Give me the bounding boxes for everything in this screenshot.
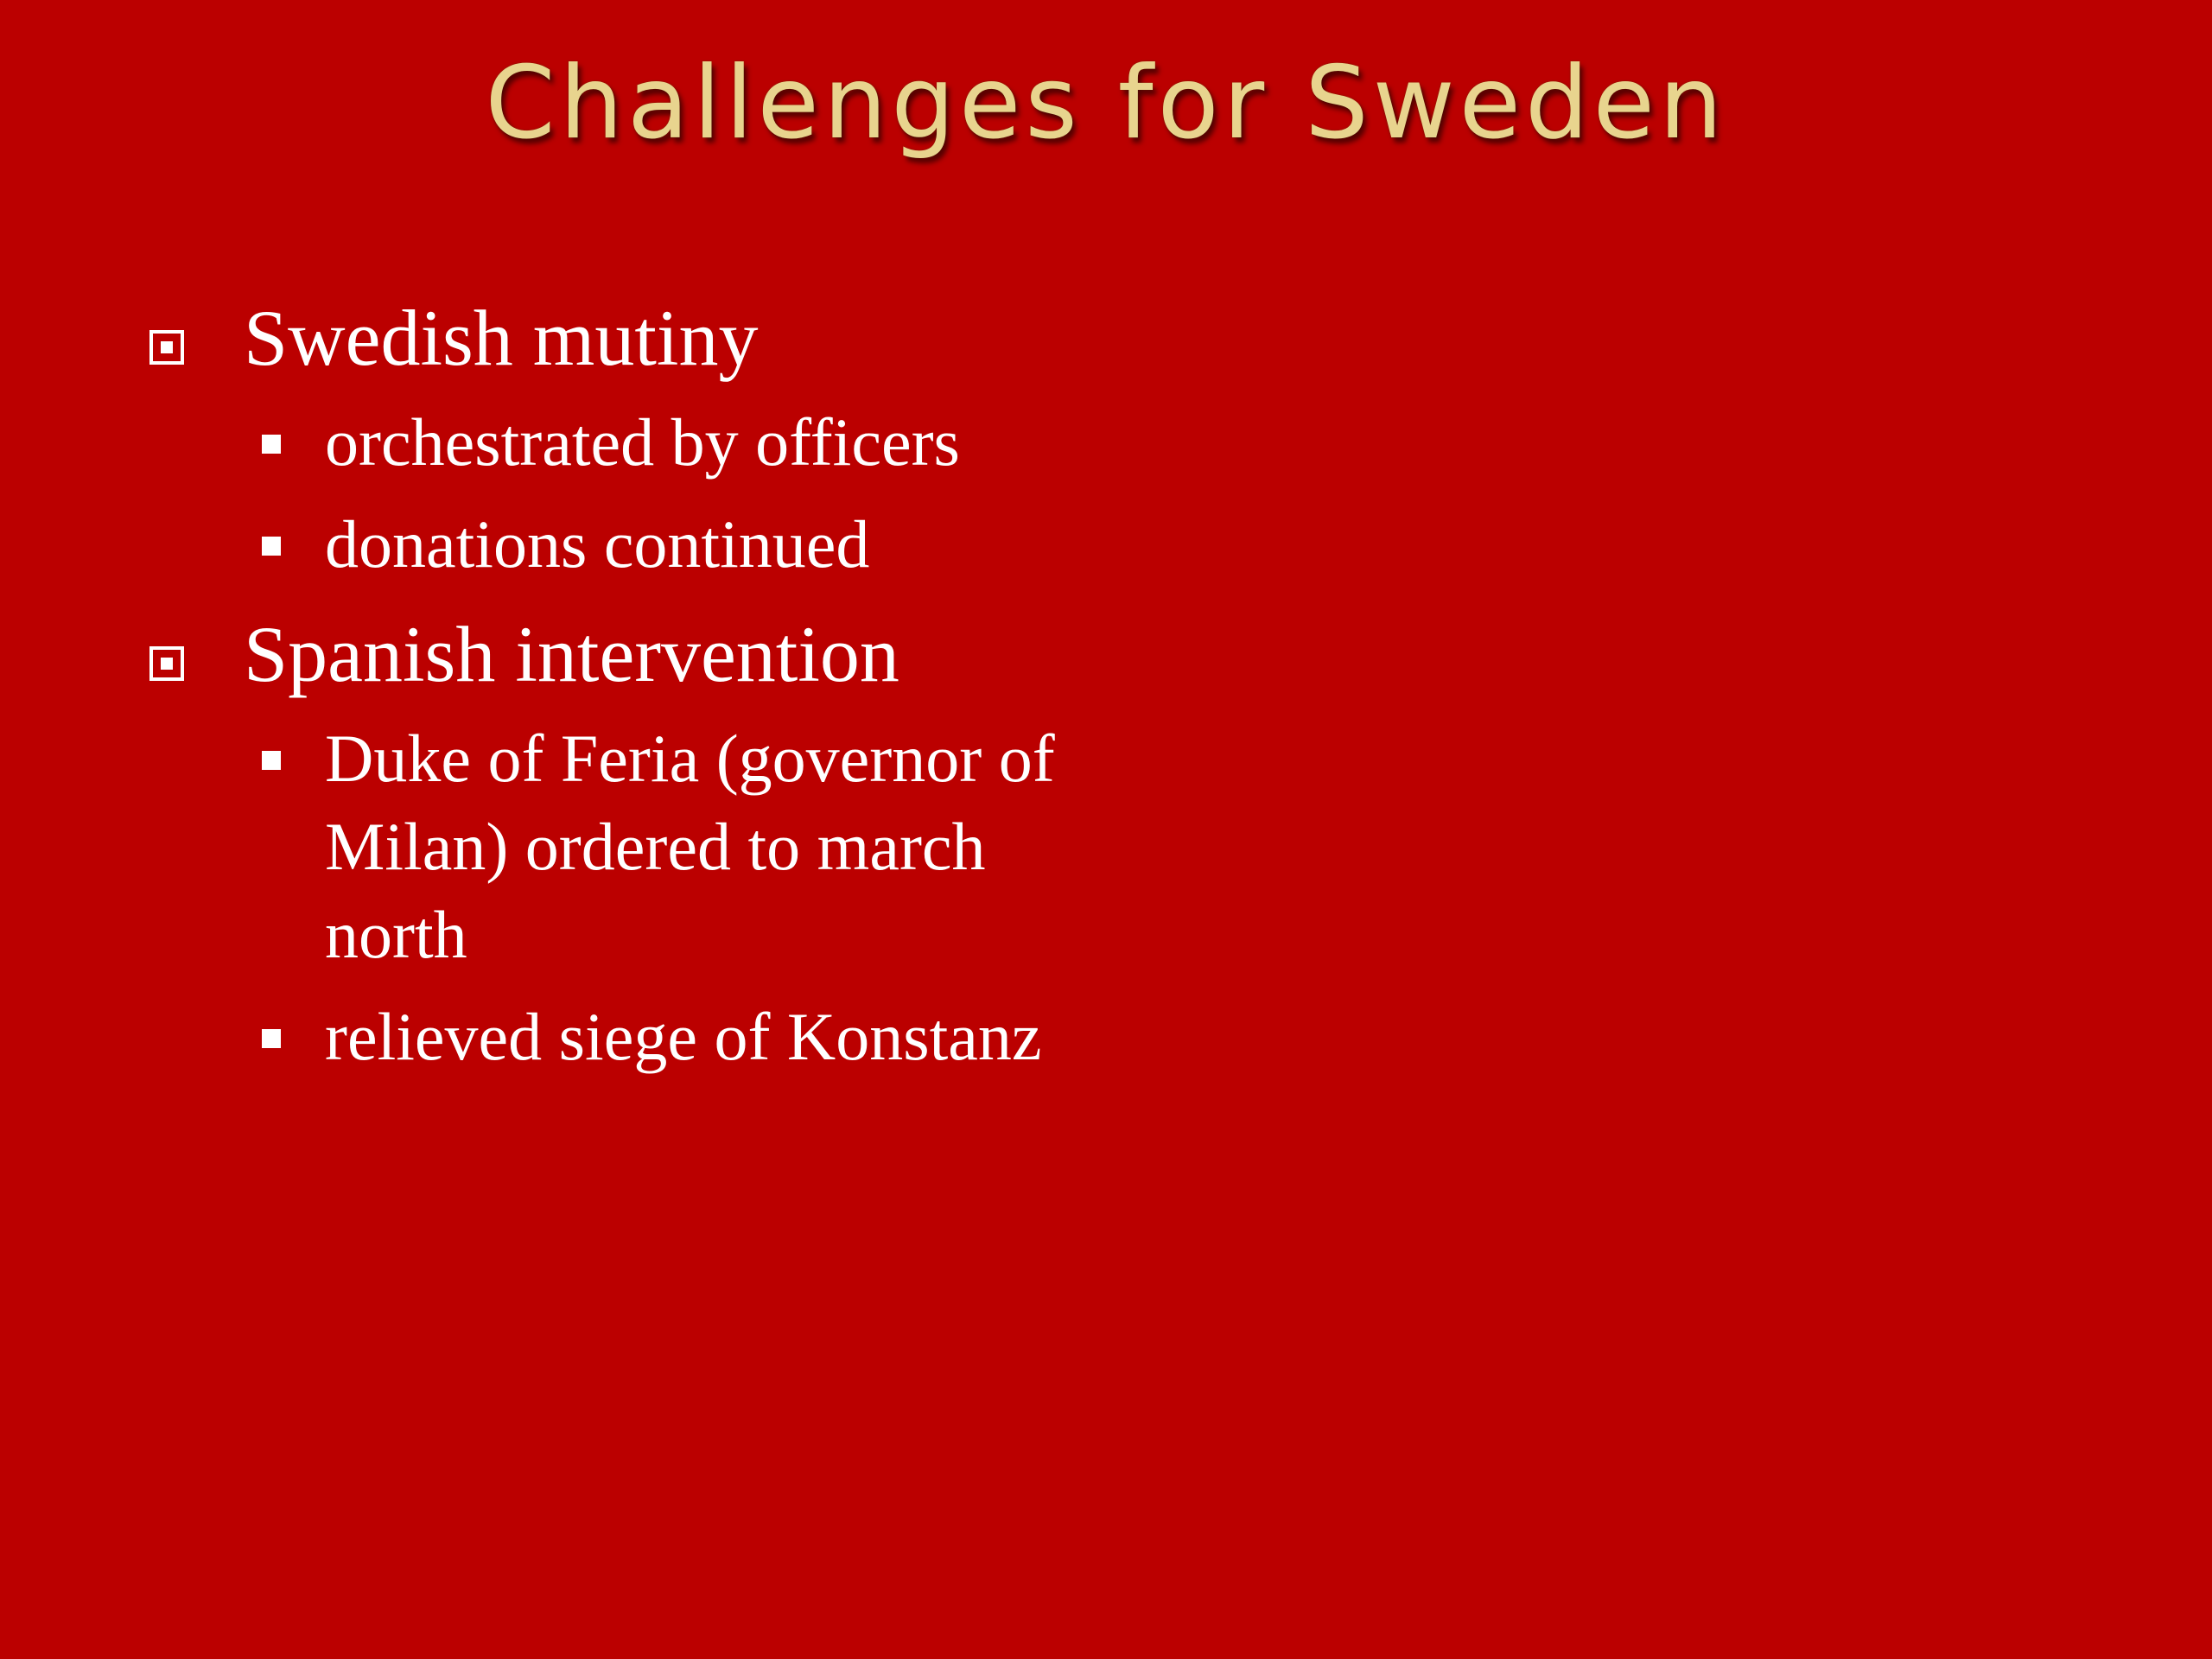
- small-square-bullet-icon: [262, 435, 281, 454]
- sub-bullet-text: relieved siege of Konstanz: [325, 999, 1042, 1074]
- small-square-bullet-icon: [262, 751, 281, 770]
- sub-bullet-point: [147, 500, 1097, 588]
- sub-bullet-point: [147, 993, 1097, 1081]
- small-square-bullet-icon: [262, 1029, 281, 1048]
- bullet-text: Swedish mutiny: [244, 294, 759, 382]
- sub-bullet-text: Duke of Feria (governor of Milan) ordered to march north: [325, 721, 1055, 972]
- small-square-bullet-icon: [262, 537, 281, 556]
- boxed-square-bullet-icon: [149, 646, 184, 681]
- bullet-text: Spanish intervention: [244, 610, 899, 698]
- bullet-list: [147, 289, 1227, 1081]
- sub-bullet-point: [147, 715, 1097, 979]
- sub-bullet-point: [147, 398, 1097, 486]
- bullet-point-spanish-intervention: [147, 606, 1227, 702]
- bullet-point-swedish-mutiny: [147, 289, 1227, 386]
- boxed-square-bullet-icon: [149, 330, 184, 365]
- slide-title: Challenges for Sweden: [485, 45, 1727, 162]
- sub-bullet-list: [147, 386, 1227, 588]
- sub-bullet-text: donations continued: [325, 506, 870, 582]
- sub-bullet-list: [147, 702, 1227, 1081]
- sub-bullet-text: orchestrated by officers: [325, 404, 960, 480]
